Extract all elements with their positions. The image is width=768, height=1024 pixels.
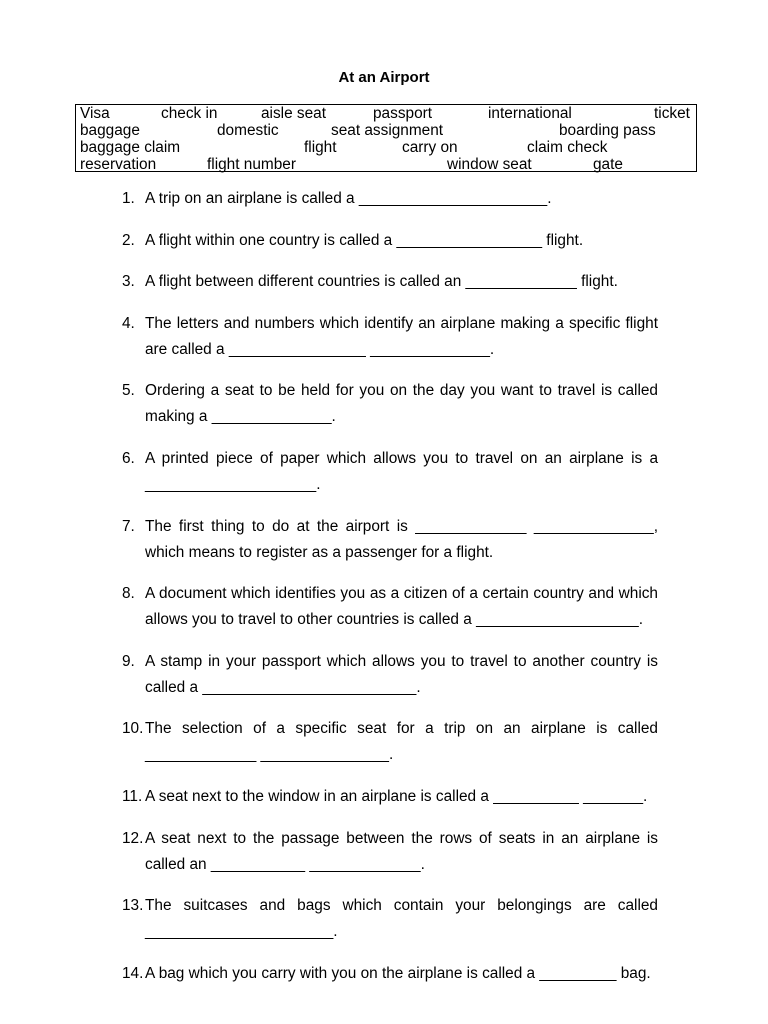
question-number: 5. xyxy=(122,382,135,400)
word-bank-item: seat assignment xyxy=(331,122,444,139)
question-text-line: A seat next to the passage between the rows of seats in an airplane is xyxy=(145,829,658,847)
word-bank-item: claim check xyxy=(527,139,608,156)
question-number: 8. xyxy=(122,585,135,603)
question-number: 1. xyxy=(122,190,135,207)
question-number: 7. xyxy=(122,517,135,535)
word-bank-item: aisle seat xyxy=(261,105,327,122)
question-item xyxy=(122,269,658,295)
question-item xyxy=(122,649,658,701)
question-text-line: called a _________________________. xyxy=(145,678,421,696)
word-bank-item: check in xyxy=(161,105,218,122)
question-item xyxy=(122,446,658,498)
word-bank-item: boarding pass xyxy=(559,122,656,139)
question-number: 12. xyxy=(122,829,144,847)
question-text-line: ____________________. xyxy=(145,475,321,493)
question-item xyxy=(122,826,658,878)
question-number: 2. xyxy=(122,231,135,249)
question-text-line: The letters and numbers which identify an airplane making a specific flight xyxy=(145,314,658,332)
question-text-line: The first thing to do at the airport is _____________ ______________, xyxy=(145,517,658,535)
question-text-line: allows you to travel to other countries is called a ___________________. xyxy=(145,611,643,629)
question-text-line: making a ______________. xyxy=(145,408,336,426)
word-bank-item: flight xyxy=(304,139,337,156)
question-item xyxy=(122,311,658,363)
word-bank-item: gate xyxy=(593,156,623,173)
word-bank-item: ticket xyxy=(654,105,690,122)
question-text-line: are called a ________________ ______________. xyxy=(145,340,495,358)
word-bank-item: international xyxy=(488,105,572,122)
word-bank xyxy=(75,104,697,172)
word-bank-item: domestic xyxy=(217,122,279,139)
question-number: 13. xyxy=(122,897,144,915)
question-number: 6. xyxy=(122,449,135,467)
word-bank-item: baggage claim xyxy=(80,139,181,156)
word-bank-item: reservation xyxy=(80,156,157,173)
question-text-line: _____________ _______________. xyxy=(145,746,394,764)
question-number: 11. xyxy=(122,787,143,805)
question-item xyxy=(122,186,658,212)
question-text-line: A flight within one country is called a _________________ flight. xyxy=(145,231,584,249)
question-number: 9. xyxy=(122,652,135,670)
question-list xyxy=(122,186,658,1002)
question-item xyxy=(122,228,658,254)
question-text-line: A flight between different countries is called an _____________ flight. xyxy=(145,273,618,291)
question-item xyxy=(122,581,658,633)
page-title: At an Airport xyxy=(338,69,430,86)
question-number: 10. xyxy=(122,720,144,738)
question-item xyxy=(122,378,658,430)
question-text-line: A trip on an airplane is called a ______________________. xyxy=(145,190,552,207)
question-number: 3. xyxy=(122,273,135,291)
question-number: 14. xyxy=(122,964,144,982)
question-text-line: called an ___________ _____________. xyxy=(145,855,425,873)
word-bank-item: passport xyxy=(373,105,433,122)
question-text-line: Ordering a seat to be held for you on the day you want to travel is called xyxy=(145,382,658,400)
question-item xyxy=(122,961,658,987)
question-text-line: The selection of a specific seat for a trip on an airplane is called xyxy=(145,720,658,738)
question-text-line: The suitcases and bags which contain your belongings are called xyxy=(145,897,658,915)
question-text-line: A stamp in your passport which allows you to travel to another country is xyxy=(145,652,658,670)
word-bank-item: Visa xyxy=(80,105,110,122)
question-text-line: A printed piece of paper which allows you to travel on an airplane is a xyxy=(145,449,658,467)
word-bank-item: carry on xyxy=(402,139,458,156)
question-number: 4. xyxy=(122,314,135,332)
question-text-line: A document which identifies you as a citizen of a certain country and which xyxy=(145,585,658,603)
question-item xyxy=(122,716,658,768)
question-text-line: ______________________. xyxy=(145,923,338,941)
question-item xyxy=(122,514,658,566)
question-text-line: A seat next to the window in an airplane is called a __________ _______. xyxy=(145,787,648,805)
question-text-line: A bag which you carry with you on the airplane is called a _________ bag. xyxy=(145,964,651,982)
word-bank-item: flight number xyxy=(207,156,296,173)
word-bank-item: baggage xyxy=(80,122,140,139)
question-item xyxy=(122,784,658,810)
word-bank-item: window seat xyxy=(447,156,532,173)
question-text-line: which means to register as a passenger for a flight. xyxy=(145,543,494,561)
question-item xyxy=(122,893,658,945)
